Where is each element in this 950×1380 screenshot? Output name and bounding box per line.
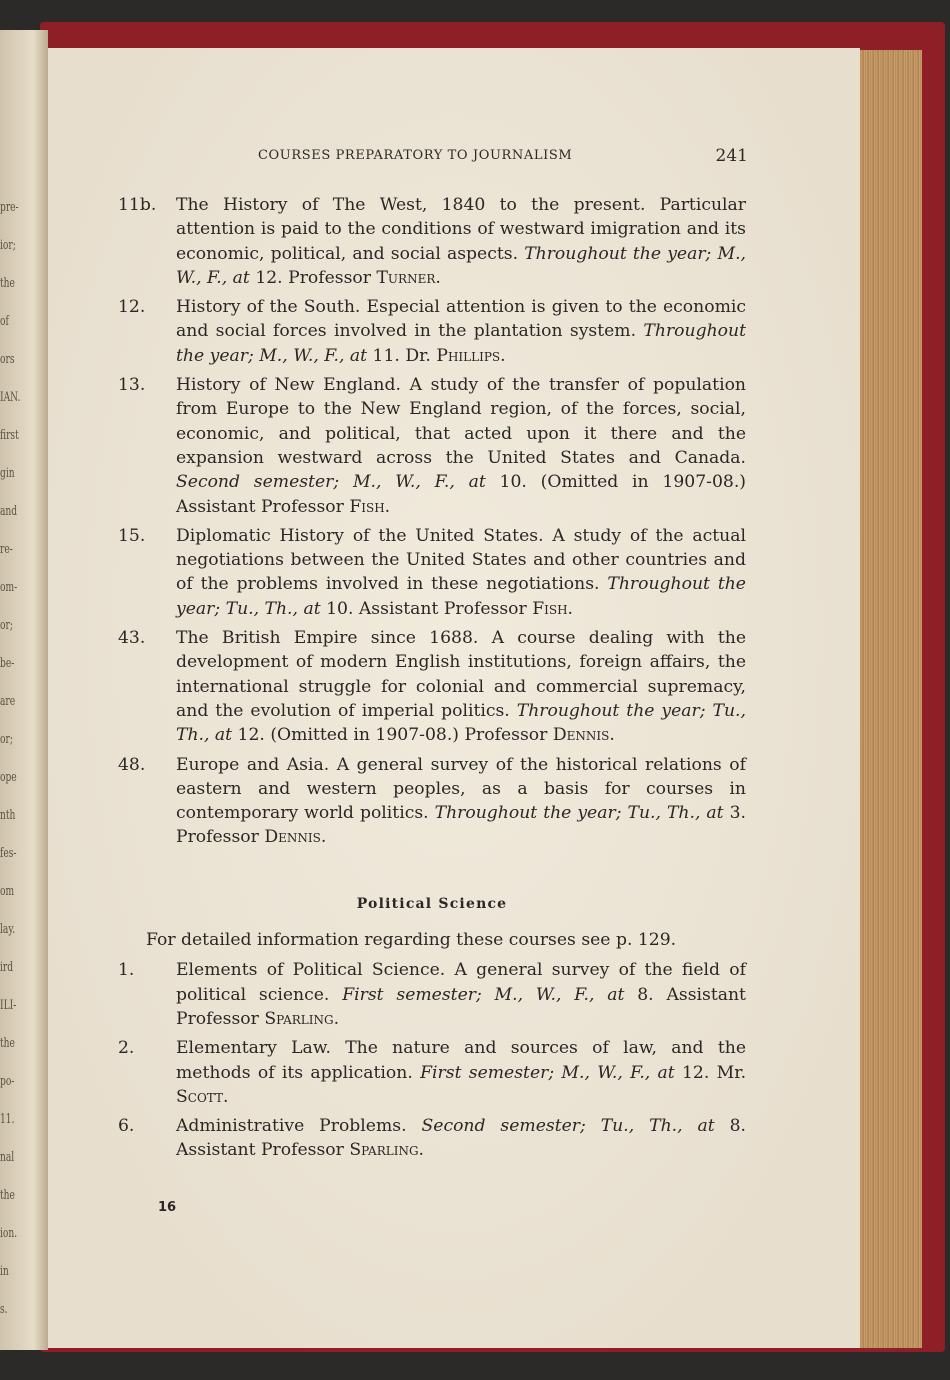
left-page-fragment: ILI- [0, 998, 17, 1013]
course-number: 6. [118, 1116, 135, 1137]
course-entry [118, 193, 746, 290]
instructor-name: Turner. [376, 267, 441, 288]
left-page-fragment: be- [0, 656, 15, 671]
instructor-name: Sparling. [264, 1008, 340, 1029]
course-schedule: Throughout the year; Tu., Th., at [176, 574, 746, 619]
course-description: The History of The West, 1840 to the present. Particular attention is paid to the conditions of westward imigration and its economic, political, and social aspects. [176, 195, 746, 264]
instructor-title: Professor [288, 267, 371, 288]
left-page-fragment: the [0, 1036, 15, 1051]
course-hour: 8. [637, 984, 654, 1005]
instructor-name: Sparling. [349, 1140, 425, 1161]
left-page-fragment: fes- [0, 846, 17, 861]
left-page-fragment: ors [0, 352, 15, 367]
left-page-fragment: the [0, 276, 15, 291]
course-text [176, 1036, 746, 1109]
course-text [176, 193, 746, 290]
course-entry [118, 1114, 746, 1163]
course-text [176, 958, 746, 1031]
left-page-fragment: IAN. [0, 390, 21, 405]
political-science-list [118, 958, 746, 1162]
instructor-name: Dennis. [264, 827, 327, 848]
course-description: Administrative Problems. [176, 1116, 407, 1137]
left-page-fragment: ope [0, 770, 17, 785]
course-hour: 12. [255, 267, 283, 288]
course-description: Diplomatic History of the United States. A study of the actual negotiations between the United States and other countries and of the problems involved in these negotiations. [176, 525, 746, 595]
course-schedule: Throughout the year; Tu., Th., at [434, 803, 724, 824]
section-intro: For detailed information regarding these courses see p. 129. [146, 930, 677, 951]
course-schedule: First semester; M., W., F., at [420, 1062, 675, 1083]
instructor-title: Professor [176, 827, 259, 848]
course-description: History of New England. A study of the transfer of population from Europe to the New England region, of the forces, social, economic, and political, that acted upon it there and the expansion westward across the United States and Canada. [176, 375, 746, 468]
course-entry [118, 1036, 746, 1109]
instructor-title: Assistant Professor [176, 496, 344, 517]
course-hour: 8. [729, 1116, 746, 1137]
course-number: 2. [118, 1038, 135, 1059]
course-text [176, 373, 746, 519]
course-list [118, 193, 746, 850]
course-description: Europe and Asia. A general survey of the historical relations of eastern and western peoples, as a basis for courses in contemporary world politics. [176, 754, 746, 824]
course-entry [118, 524, 746, 621]
left-page-fragment: or; [0, 732, 13, 747]
left-page-fragment: om- [0, 580, 18, 595]
left-page-fragment: po- [0, 1074, 15, 1089]
left-page-fragment: gin [0, 466, 15, 481]
course-hour: 11. [372, 345, 400, 366]
course-entry [118, 753, 746, 850]
course-text [176, 1114, 746, 1163]
instructor-name: Dennis. [552, 725, 615, 746]
course-description: History of the South. Especial attention is given to the economic and social forces involved in the plantation system. [176, 297, 746, 342]
instructor-title: Mr. [716, 1062, 747, 1083]
left-page-fragment: or; [0, 618, 13, 633]
running-title: COURSES PREPARATORY TO JOURNALISM [258, 148, 573, 163]
left-page-fragment: om [0, 884, 15, 899]
left-page-edge [0, 30, 48, 1350]
left-page-fragment: and [0, 504, 18, 519]
course-entry [118, 958, 746, 1031]
course-schedule: Second semester; Tu., Th., at [421, 1116, 715, 1137]
page-edges [860, 50, 922, 1348]
left-page-fragment: nal [0, 1150, 15, 1165]
page-number: 241 [715, 146, 748, 166]
course-description: The British Empire since 1688. A course dealing with the development of modern English institutions, foreign affairs, the international struggle for colonial and commercial supremacy, and the evolution of imperial politics. [176, 628, 746, 721]
course-entry [118, 373, 746, 519]
course-number: 12. [118, 297, 146, 318]
course-description: Elementary Law. The nature and sources of law, and the methods of its application. [176, 1038, 746, 1083]
left-page-fragment: lay. [0, 922, 16, 937]
course-schedule: Throughout the year; M., W., F., at [176, 321, 746, 366]
instructor-name: Phillips. [436, 345, 506, 366]
instructor-title: Professor [464, 725, 548, 746]
signature-mark: 16 [158, 1200, 177, 1215]
course-hour: 10. [326, 598, 354, 619]
left-page-fragment: ird [0, 960, 14, 975]
left-page-fragment: are [0, 694, 16, 709]
left-page-fragment: the [0, 1188, 15, 1203]
instructor-title: Dr. [405, 345, 431, 366]
left-page-fragment: pre- [0, 200, 19, 215]
course-text [176, 626, 746, 747]
instructor-title: Assistant Professor [176, 984, 746, 1029]
left-page-fragment: 11. [0, 1112, 15, 1127]
instructor-title: Assistant Professor [176, 1140, 344, 1161]
instructor-title: Assistant Professor [358, 598, 527, 619]
left-page-fragment: nth [0, 808, 16, 823]
course-number: 43. [118, 628, 146, 649]
instructor-name: Scott. [176, 1086, 229, 1107]
left-page-fragment: s. [0, 1302, 8, 1317]
course-text [176, 753, 746, 850]
course-schedule: Throughout the year; Tu., Th., at [176, 700, 746, 746]
course-number: 15. [118, 525, 146, 546]
course-text [176, 524, 746, 621]
instructor-name: Fish. [532, 598, 574, 619]
course-number: 48. [118, 754, 146, 775]
course-description: Elements of Political Science. A general survey of the field of political science. [176, 960, 746, 1005]
course-number: 1. [118, 960, 135, 981]
left-page-fragment: ior; [0, 238, 16, 253]
left-page-fragment: ion. [0, 1226, 18, 1241]
left-page-fragment: first [0, 428, 19, 443]
course-entry [118, 626, 746, 747]
course-entry [118, 295, 746, 368]
course-hour: 12. (Omitted in 1907-08.) [237, 725, 460, 746]
course-schedule: Throughout the year; M., W., F., at [176, 243, 746, 288]
left-page-fragment: of [0, 314, 9, 329]
course-schedule: Second semester; M., W., F., at [176, 472, 486, 493]
course-hour: 12. [682, 1062, 710, 1083]
course-number: 11b. [118, 195, 157, 215]
left-page-fragment: re- [0, 542, 13, 557]
course-text [176, 295, 746, 368]
course-number: 13. [118, 375, 146, 396]
course-schedule: First semester; M., W., F., at [342, 984, 625, 1005]
page-content [118, 193, 746, 1168]
course-hour: 3. [729, 803, 746, 824]
instructor-name: Fish. [349, 496, 391, 517]
section-heading: Political Science [356, 895, 508, 912]
course-hour: 10. (Omitted in 1907-08.) [499, 472, 746, 493]
left-page-fragment: in [0, 1264, 9, 1279]
